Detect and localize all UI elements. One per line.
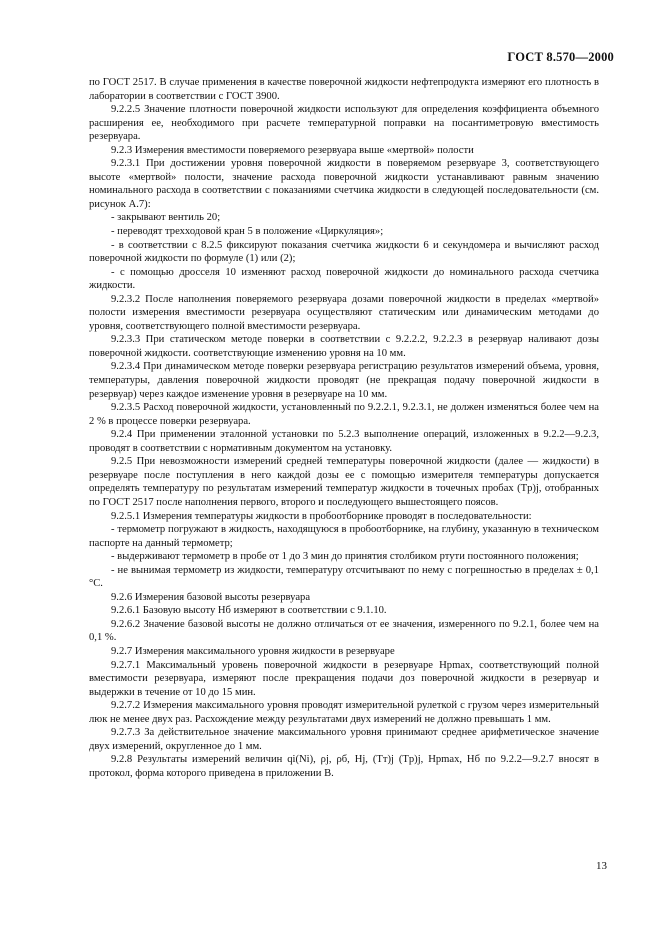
paragraph: 9.2.8 Результаты измерений величин qi(Ni), ρj, ρб, Hj, (Tт)j (Tр)j, Hрmax, Hб по 9.2.2—9.2.7 вносят в протокол, форма которого приведена в приложении В. [89,754,599,779]
paragraph: 9.2.5 При невозможности измерений средней температуры поверочной жидкости (далее — жидкости) в резервуаре после поступления в него каждой дозы ее с помощью измерителя температуры допускается определять температуру по результатам измерений температур жидкости в точечных пробах (Tр)j, отобранных по ГОСТ 2517 после наполнения первого, второго и последующего вышестоящего поясов. [89,456,599,508]
list-item: - не вынимая термометр из жидкости, температуру отсчитывают по нему с погрешностью в пределах ± 0,1 °С. [89,564,599,590]
document-header: ГОСТ 8.570—2000 [507,50,614,64]
paragraph: 9.2.3.5 Расход поверочной жидкости, установленный по 9.2.2.1, 9.2.3.1, не должен изменяться более чем на 2 % в процессе поверки резервуара. [89,402,599,427]
list-item: - с помощью дросселя 10 изменяют расход поверочной жидкости до номинального расхода счетчика жидкости. [89,266,599,292]
paragraph: 9.2.4 При применении эталонной установки по 5.2.3 выполнение операций, изложенных в 9.2.2—9.2.3, проводят в соответствии с нормативным документом на установку. [89,429,599,454]
paragraph: 9.2.7.3 За действительное значение максимального уровня принимают среднее арифметическое значение двух измерений, округленное до 1 мм. [89,727,599,752]
section-heading: 9.2.6 Измерения базовой высоты резервуара [111,591,311,603]
document-body [89,76,599,780]
list-item: - термометр погружают в жидкость, находящуюся в пробоотборнике, на глубину, указанную в техническом паспорте на данный термометр; [89,524,599,549]
paragraph: 9.2.6.2 Значение базовой высоты не должно отличаться от ее значения, измеренного по 9.2.1, более чем на 0,1 %. [89,618,599,644]
paragraph: 9.2.7.1 Максимальный уровень поверочной жидкости в резервуаре Hрmax, соответствующий полной вместимости резервуара, измеряют после прекращения подачи доз поверочной жидкости в резервуар и выдержки в течение от 10 до 15 мин. [89,659,599,698]
list-item: - закрывают вентиль 20; [111,212,221,224]
paragraph: 9.2.2.5 Значение плотности поверочной жидкости используют для определения коэффициента объемного расширения ее, необходимого при расчете температурной поправки на посантиметровую вместимость резервуара. [89,104,599,143]
paragraph: 9.2.3.2 После наполнения поверяемого резервуара дозами поверочной жидкости в пределах «мертвой» полости измерения вместимости резервуара осуществляют статическим или динамическим методами до уровня, соответствующего полной вместимости резервуара. [89,293,599,332]
paragraph: 9.2.3.1 При достижении уровня поверочной жидкости в поверяемом резервуаре 3, соответствующего высоте «мертвой» полости, значение расхода поверочной жидкости устанавливают равным значению номинального расхода в соответствии с показаниями счетчика жидкости в следующей последовательности (см. рисунок А.7): [89,158,599,210]
paragraph: 9.2.6.1 Базовую высоту Hб измеряют в соответствии с 9.1.10. [111,605,387,617]
paragraph: по ГОСТ 2517. В случае применения в качестве поверочной жидкости нефтепродукта измеряют его плотность в лаборатории в соответствии с ГОСТ 3900. [89,77,599,102]
page-number: 13 [596,860,607,872]
list-item: - выдерживают термометр в пробе от 1 до 3 мин до принятия столбиком ртути постоянного положения; [111,551,579,563]
section-heading: 9.2.7 Измерения максимального уровня жидкости в резервуаре [111,645,395,657]
paragraph: 9.2.3.4 При динамическом методе поверки резервуара регистрацию результатов измерений объема, уровня, температуры, давления поверочной жидкости проводят (не прекращая подачу поверочной жидкости в резервуар) через каждое изменение уровня в резервуаре на 10 мм. [89,361,599,400]
paragraph: 9.2.7.2 Измерения максимального уровня проводят измерительной рулеткой с грузом через измерительный люк не менее двух раз. Расхождение между результатами двух измерений не должно превышать 1 мм. [89,700,599,725]
section-heading: 9.2.3 Измерения вместимости поверяемого резервуара выше «мертвой» полости [111,144,474,156]
list-item: - переводят трехходовой кран 5 в положение «Циркуляция»; [111,226,384,238]
paragraph: 9.2.5.1 Измерения температуры жидкости в пробоотборнике проводят в последовательности: [111,510,532,522]
list-item: - в соответствии с 8.2.5 фиксируют показания счетчика жидкости 6 и секундомера и вычисляют расход поверочной жидкости по формуле (1) или (2); [89,239,599,265]
paragraph: 9.2.3.3 При статическом методе поверки в соответствии с 9.2.2.2, 9.2.2.3 в резервуар наливают дозы поверочной жидкости. соответствующие изменению уровня на 10 мм. [89,334,599,359]
